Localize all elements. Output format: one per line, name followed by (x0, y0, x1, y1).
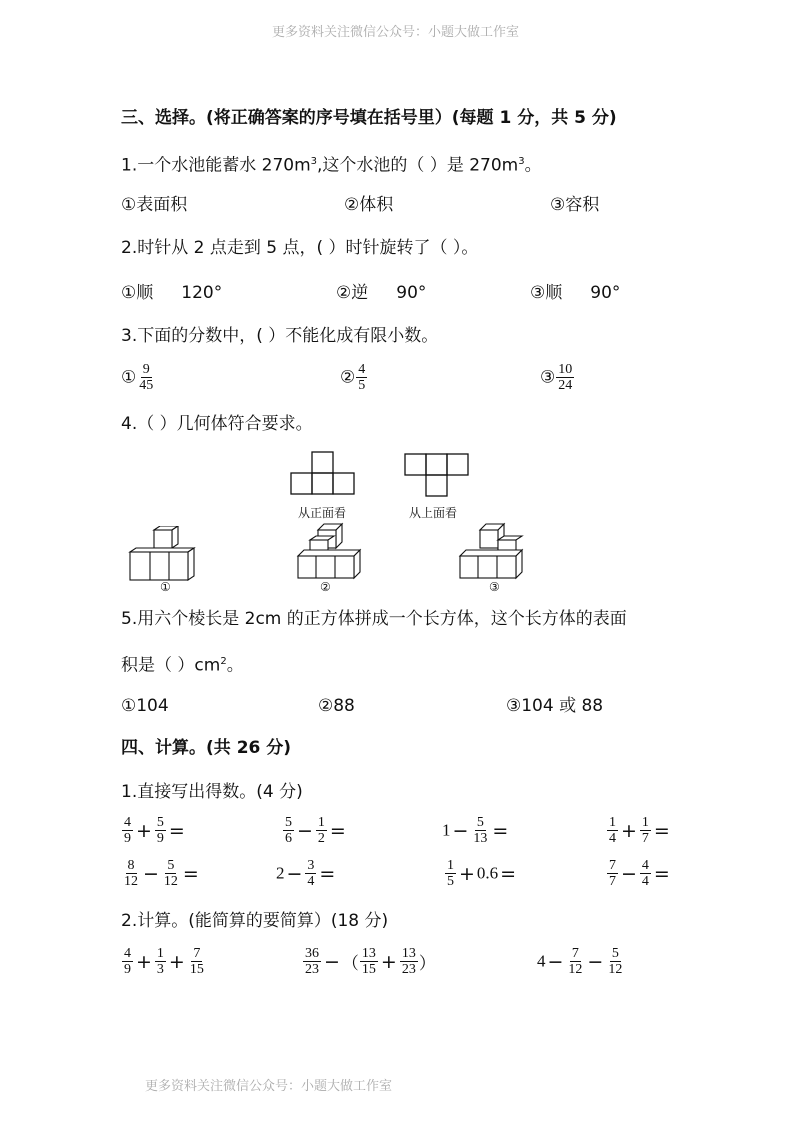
expr-1: $\frac{4}{9}$ + $\frac{5}{9}$ = (124, 815, 185, 846)
q3-option-1[interactable]: ① $\frac{9}{45}$ (121, 362, 154, 393)
solid-option-2-label: ② (320, 580, 331, 594)
solid-option-1-label: ① (160, 580, 171, 594)
q1-option-1[interactable]: ①表面积 (121, 195, 188, 215)
q2-stem: 2.时针从 2 点走到 5 点，( ）时针旋转了（ ）。 (121, 238, 479, 258)
top-view-figure (404, 452, 470, 498)
q5-option-2[interactable]: ②88 (318, 696, 355, 716)
solid-option-3-label: ③ (489, 580, 500, 594)
q3-stem: 3.下面的分数中，( ）不能化成有限小数。 (121, 326, 439, 346)
expr-7: $\frac{1}{5}$ + 0.6 = (447, 858, 517, 889)
expr-3: 1 − $\frac{5}{13}$ = (442, 815, 509, 846)
q1-option-3[interactable]: ③容积 (550, 195, 600, 215)
q2-option-3[interactable]: ③顺 90° (530, 283, 621, 303)
watermark-top: 更多资料关注微信公众号：小题大做工作室 (272, 25, 520, 40)
calc-expr-3: 4 − $\frac{7}{12}$ − $\frac{5}{12}$ (537, 946, 623, 977)
front-view-label: 从正面看 (298, 506, 347, 520)
solid-option-2-figure[interactable] (296, 522, 370, 580)
solid-option-3-figure[interactable] (458, 522, 534, 580)
part2-title: 2.计算。(能简算的要简算）(18 分) (121, 911, 389, 931)
section4-title: 四、计算。(共 26 分) (121, 738, 292, 758)
calc-expr-2: $\frac{36}{23}$ − （ $\frac{13}{15}$ + $\frac{13}{23}$ ） (305, 946, 436, 977)
q1-stem: 1.一个水池能蓄水 $270m^3$,这个水池的（ ）是 $270m^3$。 (121, 155, 542, 176)
q2-option-1[interactable]: ①顺 120° (121, 283, 223, 303)
q3-option-2[interactable]: ② $\frac{4}{5}$ (340, 362, 366, 393)
q2-option-2[interactable]: ②逆 90° (336, 283, 427, 303)
part1-title: 1.直接写出得数。(4 分) (121, 782, 303, 802)
expr-6: 2 − $\frac{3}{4}$ = (276, 858, 336, 889)
front-view-figure (290, 450, 356, 496)
section3-title: 三、选择。(将正确答案的序号填在括号里）(每题 1 分，共 5 分) (121, 108, 617, 128)
expr-8: $\frac{7}{7}$ − $\frac{4}{4}$ = (609, 858, 670, 889)
calc-expr-1: $\frac{4}{9}$ + $\frac{1}{3}$ + $\frac{7}{15}$ (124, 946, 204, 977)
top-view-label: 从上面看 (409, 506, 458, 520)
q3-option-3[interactable]: ③ $\frac{10}{24}$ (540, 362, 573, 393)
q5-option-3[interactable]: ③104 或 88 (506, 696, 604, 716)
expr-2: $\frac{5}{6}$ − $\frac{1}{2}$ = (285, 815, 346, 846)
q5-option-1[interactable]: ①104 (121, 696, 169, 716)
q1-option-2[interactable]: ②体积 (344, 195, 394, 215)
q5-stem-line2: 积是（ ）$cm^2$。 (121, 655, 244, 676)
expr-4: $\frac{1}{4}$ + $\frac{1}{7}$ = (609, 815, 670, 846)
watermark-bottom: 更多资料关注微信公众号：小题大做工作室 (145, 1079, 393, 1094)
solid-option-1-figure[interactable] (128, 526, 202, 582)
expr-5: $\frac{8}{12}$ − $\frac{5}{12}$ = (124, 858, 199, 889)
q5-stem-line1: 5.用六个棱长是 2cm 的正方体拼成一个长方体，这个长方体的表面 (121, 609, 627, 629)
q4-stem: 4.（ ）几何体符合要求。 (121, 414, 313, 434)
